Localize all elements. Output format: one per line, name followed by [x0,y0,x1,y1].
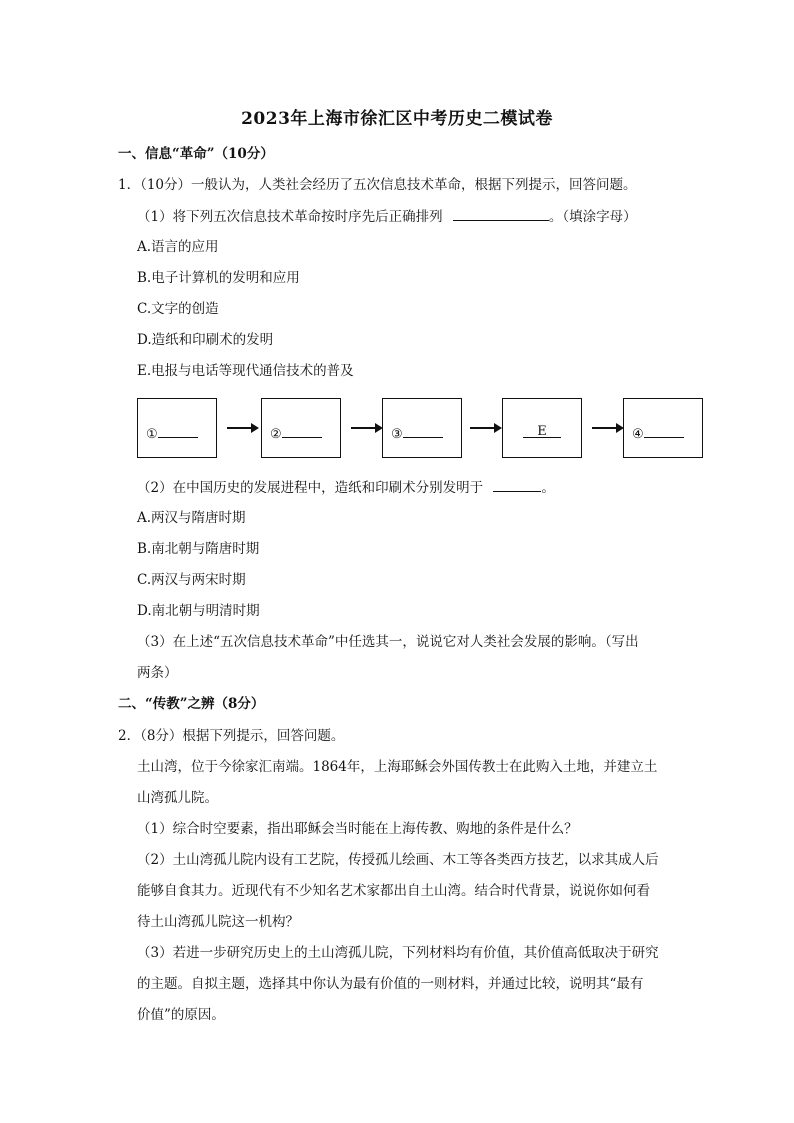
question2-intro-line1: 土山湾，位于今徐家汇南端。1864年，上海耶稣会外国传教士在此购入土地，并建立土 [137,759,658,775]
arrow-icon [351,427,381,429]
part1-instruction: 。（填涂字母） [548,209,637,225]
sequence-box-3 [382,398,462,458]
arrow-icon [227,427,257,429]
question2-part3-line1: （3）若进一步研究历史上的土山湾孤儿院，下列材料均有价值，其价值高低取决于研究 [137,945,659,961]
question2-part3-line3: 价值”的原因。 [137,1007,225,1023]
question1-stem: 1．（10分）一般认为，人类社会经历了五次信息技术革命，根据下列提示，回答问题。 [118,177,637,193]
option-e: E.电报与电话等现代通信技术的普及 [137,363,354,379]
part2-prompt: （2）在中国历史的发展进程中，造纸和印刷术分别发明于 [137,480,484,496]
sequence-label: ① [146,427,158,442]
arrow-icon [470,427,500,429]
question1-part2 [137,477,555,498]
sequence-box-2 [261,398,341,458]
sequence-filled-label: E [523,424,561,438]
sequence-label: ④ [632,427,644,442]
option-d: D.造纸和印刷术的发明 [137,332,274,348]
question2-part2-line2: 能够自食其力。近现代有不少知名艺术家都出自土山湾。结合时代背景，说说你如何看 [137,883,650,899]
option-b: B.电子计算机的发明和应用 [137,270,300,286]
question2-part2-line1: （2）土山湾孤儿院内设有工艺院，传授孤儿绘画、木工等各类西方技艺，以求其成人后 [137,852,659,868]
section1-heading: 一、信息“革命”（10分） [118,146,274,162]
part2-option-b: B.南北朝与隋唐时期 [137,541,260,557]
question1-part1 [137,206,637,227]
sequence-blank [282,424,322,438]
sequence-label: ② [270,427,282,442]
question2-intro-line2: 山湾孤儿院。 [137,790,218,806]
option-c: C.文字的创造 [137,301,219,317]
sequence-box-4 [502,398,582,458]
question2-part2-line3: 待土山湾孤儿院这一机构？ [137,914,299,930]
answer-blank [493,477,541,492]
option-a: A.语言的应用 [137,239,219,255]
sequence-label: ③ [391,427,403,442]
sequence-box-5 [623,398,703,458]
part2-period: 。 [541,480,555,496]
sequence-blank [644,424,684,438]
section2-heading: 二、“传教”之辨（8分） [118,696,265,712]
question1-part3-line2: 两条） [137,665,178,681]
question2-stem: 2．（8分）根据下列提示，回答问题。 [118,728,345,744]
question2-part1: （1）综合时空要素，指出耶稣会当时能在上海传教、购地的条件是什么？ [137,821,578,837]
sequence-box-1 [137,398,217,458]
question1-part3-line1: （3）在上述“五次信息技术革命”中任选其一，说说它对人类社会发展的影响。（写出 [137,634,639,650]
arrow-icon [592,427,622,429]
sequence-diagram [137,398,707,460]
question2-part3-line2: 的主题。自拟主题，选择其中你认为最有价值的一则材料，并通过比较，说明其“最有 [137,976,644,992]
answer-blank [453,206,549,221]
part2-option-d: D.南北朝与明清时期 [137,603,260,619]
part2-option-c: C.两汉与两宋时期 [137,572,246,588]
sequence-blank [403,424,443,438]
part2-option-a: A.两汉与隋唐时期 [137,510,246,526]
sequence-blank [158,424,198,438]
page-title: 2023年上海市徐汇区中考历史二模试卷 [241,109,553,129]
part1-prompt: （1）将下列五次信息技术革命按时序先后正确排列 [137,209,443,225]
